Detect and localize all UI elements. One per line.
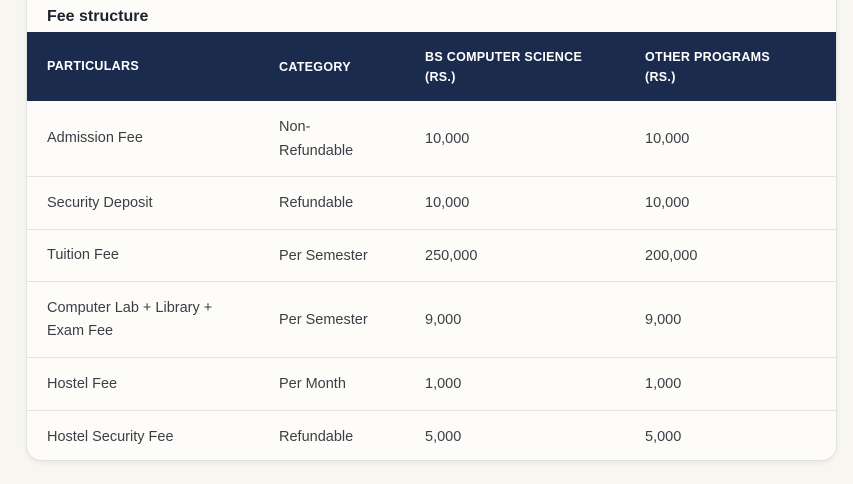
cell-bs-cs: 10,000 xyxy=(425,195,470,211)
cell-particulars: Security Deposit xyxy=(47,194,153,211)
cell-bs-cs: 1,000 xyxy=(425,376,462,392)
table-row xyxy=(27,282,836,358)
header-particulars: PARTICULARS xyxy=(47,59,139,73)
cell-particulars: Computer Lab + Library + Exam Fee xyxy=(47,299,213,339)
cell-particulars: Admission Fee xyxy=(47,130,143,146)
cell-category: Per Month xyxy=(279,376,346,392)
cell-particulars: Tuition Fee xyxy=(47,247,119,263)
cell-other: 10,000 xyxy=(645,130,690,147)
cell-category: Refundable xyxy=(279,429,354,445)
table-row xyxy=(27,358,836,411)
table-row xyxy=(27,411,836,463)
header-bs-computer-science: BS COMPUTER SCIENCE (RS.) xyxy=(425,49,583,84)
cell-category: Per Semester xyxy=(279,311,368,328)
cell-other: 200,000 xyxy=(645,247,698,264)
cell-category: Non-Refundable xyxy=(279,118,354,159)
cell-bs-cs: 5,000 xyxy=(425,429,462,445)
cell-bs-cs: 9,000 xyxy=(425,311,462,328)
cell-other: 1,000 xyxy=(645,376,682,392)
cell-category: Refundable xyxy=(279,195,354,211)
cell-bs-cs: 10,000 xyxy=(425,130,470,147)
section-title: Fee structure xyxy=(47,8,149,25)
cell-particulars: Hostel Security Fee xyxy=(47,428,174,445)
cell-other: 5,000 xyxy=(645,429,682,445)
table-header xyxy=(27,32,836,101)
header-other-programs: OTHER PROGRAMS (RS.) xyxy=(645,49,771,84)
table-row xyxy=(27,101,836,177)
fee-table xyxy=(27,32,836,463)
header-category: CATEGORY xyxy=(279,59,351,74)
cell-particulars: Hostel Fee xyxy=(47,375,118,392)
cell-other: 10,000 xyxy=(645,195,690,211)
table-row xyxy=(27,177,836,230)
cell-bs-cs: 250,000 xyxy=(425,247,478,264)
table-row xyxy=(27,230,836,282)
cell-other: 9,000 xyxy=(645,311,682,328)
cell-category: Per Semester xyxy=(279,247,368,264)
